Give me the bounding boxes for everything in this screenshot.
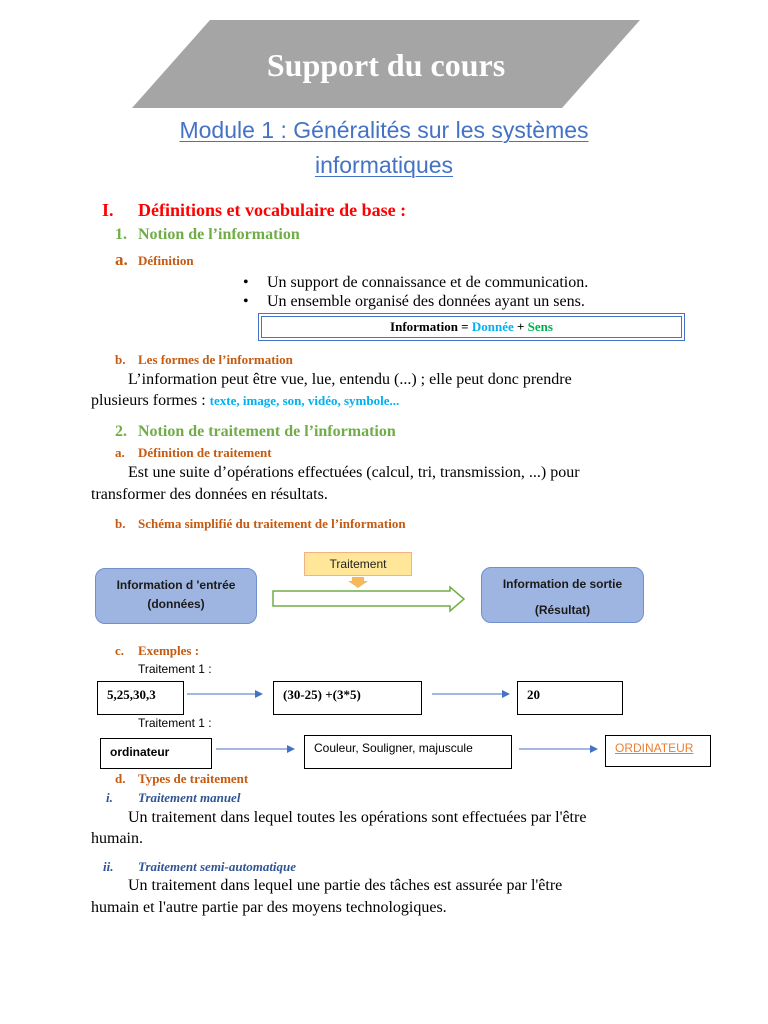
paragraph-line: humain. — [91, 830, 143, 847]
paragraph-line: L’information peut être vue, lue, entendu (...) ; elle peut donc prendre — [128, 371, 572, 388]
item-heading: Définition — [138, 253, 194, 268]
paragraph-line: Un traitement dans lequel toutes les opérations sont effectuées par l'être — [128, 809, 587, 826]
formula-plus: + — [516, 319, 525, 334]
subsection-heading: Notion de traitement de l’information — [138, 423, 396, 440]
output-box-line-1: Information de sortie — [502, 577, 623, 591]
item-letter: d. — [115, 771, 126, 786]
subsection-number: 2. — [115, 423, 127, 440]
paragraph-line: Un traitement dans lequel une partie des tâches est assurée par l'être — [128, 877, 563, 894]
section-heading: Définitions et vocabulaire de base : — [138, 200, 407, 220]
item-letter: a. — [115, 250, 128, 269]
section-number: I. — [102, 200, 114, 220]
module-title-line-1: Module 1 : Généralités sur les systèmes — [179, 117, 589, 143]
formula-term-donnee: Donnée — [471, 319, 514, 334]
formula-box — [258, 313, 685, 341]
ex1-process-box: (30-25) +(3*5) — [273, 681, 422, 715]
subsection-number: 1. — [115, 226, 127, 243]
subsection-heading: Notion de l’information — [138, 226, 300, 243]
bullet-icon: • — [243, 293, 249, 310]
example-caption: Traitement 1 : — [138, 662, 212, 676]
banner-title: Support du cours — [266, 47, 506, 83]
item-letter: b. — [115, 516, 126, 531]
formula-left: Information — [390, 319, 458, 334]
item-letter: b. — [115, 352, 126, 367]
paragraph-line: humain et l'autre partie par des moyens technologiques. — [91, 899, 447, 916]
bullet-text: Un ensemble organisé des données ayant un sens. — [267, 293, 585, 310]
example-caption: Traitement 1 : — [138, 716, 212, 730]
type-heading: Traitement semi-automatique — [138, 859, 297, 874]
roman-numeral: i. — [106, 790, 113, 805]
output-box — [481, 567, 644, 623]
input-box — [95, 568, 257, 624]
formula-eq: = — [461, 319, 469, 334]
item-heading: Exemples : — [138, 643, 200, 658]
paragraph-line: transformer des données en résultats. — [91, 486, 328, 503]
item-letter: c. — [115, 643, 125, 658]
ex1-output-box: 20 — [517, 681, 623, 715]
input-box-line-1: Information d 'entrée — [116, 578, 236, 592]
input-box-line-2: (données) — [147, 597, 205, 611]
flow-hollow-arrow-icon — [273, 587, 464, 611]
forms-list: texte, image, son, vidéo, symbole... — [209, 393, 400, 408]
item-heading: Schéma simplifié du traitement de l’information — [138, 516, 406, 531]
output-box-line-2: (Résultat) — [534, 603, 591, 617]
ex2-input-box: ordinateur — [100, 738, 212, 769]
process-box: Traitement — [304, 552, 412, 576]
type-heading: Traitement manuel — [138, 790, 241, 805]
item-letter: a. — [115, 445, 125, 460]
item-heading: Définition de traitement — [138, 445, 272, 460]
ex1-input-box: 5,25,30,3 — [97, 681, 184, 715]
module-title-line-2: informatiques — [314, 152, 454, 178]
ex2-process-box: Couleur, Souligner, majuscule — [304, 735, 512, 769]
paragraph-line: plusieurs formes : texte, image, son, vidéo, symbole... — [91, 392, 400, 409]
ex2-output-text: ORDINATEUR — [615, 741, 694, 755]
process-down-arrow-icon — [348, 577, 368, 588]
bullet-text: Un support de connaissance et de communication. — [267, 274, 589, 291]
formula-term-sens: Sens — [527, 319, 553, 334]
ex2-output-box — [605, 735, 711, 767]
item-heading: Types de traitement — [138, 771, 249, 786]
bullet-icon: • — [243, 274, 249, 291]
item-heading: Les formes de l’information — [138, 352, 293, 367]
roman-numeral: ii. — [103, 859, 114, 874]
paragraph-line: Est une suite d’opérations effectuées (calcul, tri, transmission, ...) pour — [128, 464, 580, 481]
